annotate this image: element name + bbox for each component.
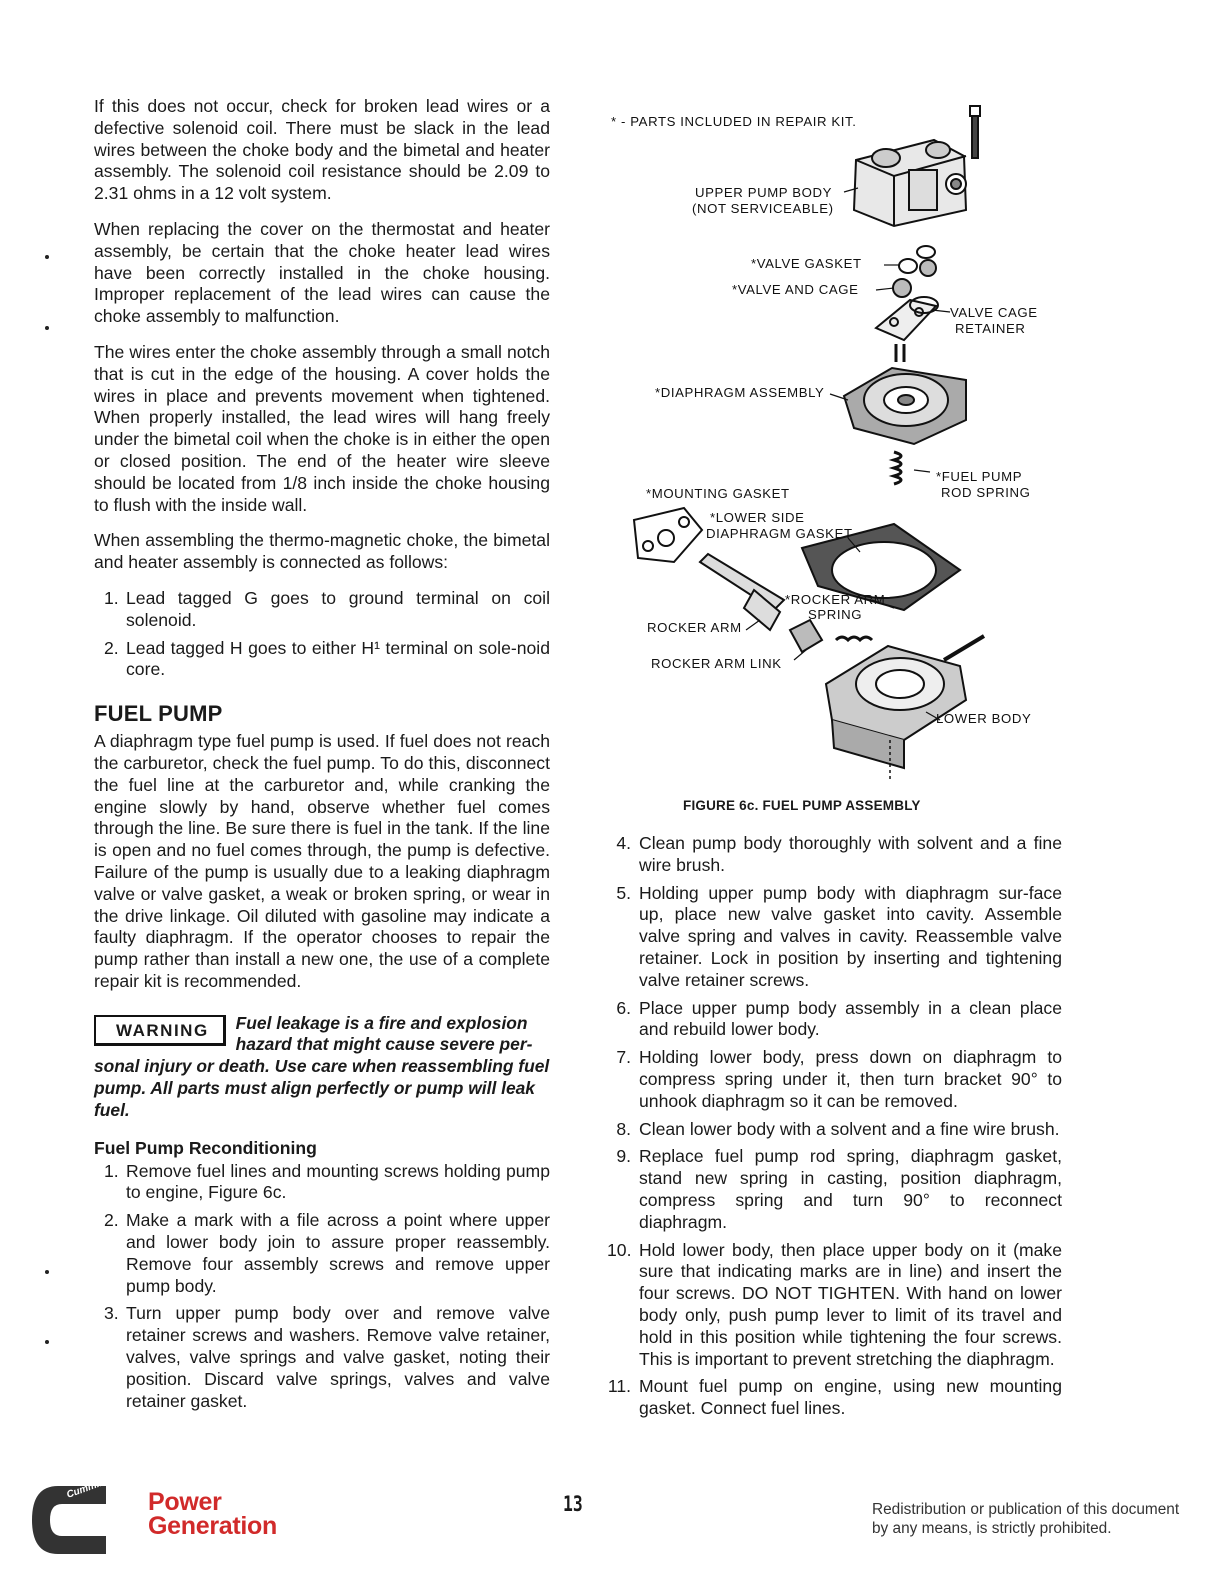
label-valve-cage-retainer: VALVE CAGE: [950, 305, 1038, 320]
label-rocker-arm-spring-2: SPRING: [808, 607, 863, 622]
reconditioning-steps-continued: [607, 833, 1062, 1420]
redistribution-notice: Redistribution or publication of this document by any means, is strictly prohibited.: [872, 1501, 1180, 1537]
mounting-gasket-illustration: [634, 508, 702, 562]
valve-illustration: [899, 259, 917, 273]
reconditioning-steps-list: [94, 1161, 550, 1413]
label-upper-pump-body: UPPER PUMP BODY: [695, 185, 832, 200]
label-lower-body: LOWER BODY: [936, 711, 1032, 726]
valve-gasket-illustration: [917, 246, 935, 258]
paragraph-cover-replacement: When replacing the cover on the thermostat and heater assembly, be certain that the choke heater lead wires have been correctly installed in the choke housing. Improper replacement of the lead wires can cause the choke assembly to malfunction.: [94, 218, 550, 327]
label-diaphragm-assembly: *DIAPHRAGM ASSEMBLY: [655, 385, 825, 400]
list-item: 9. Replace fuel pump rod spring, diaphragm gasket, stand new spring in casting, position diaphragm, compress spring and turn 90° to reconnect diaphragm.: [616, 1146, 1062, 1232]
valve-cage-retainer-illustration: [876, 297, 938, 340]
list-item: 1. Remove fuel lines and mounting screws holding pump to engine, Figure 6c.: [104, 1160, 550, 1203]
list-item: 1. Lead tagged G goes to ground terminal on coil solenoid.: [104, 587, 550, 630]
paragraph-wire-routing: The wires enter the choke assembly through a small notch that is cut in the edge of the housing. A cover holds the wires in place and prevents movement when tightened. When properly installed, the lead wires will hang freely under the bimetal coil when the choke is in either the open or closed position. The end of the heater wire sleeve should be located from 1/8 inch inside the choke housing to flush with the inside wall.: [94, 341, 550, 515]
list-item: 3. Turn upper pump body over and remove valve retainer screws and washers. Remove valve retainer, valves, valve springs and valve gasket, noting their position. Discard valve springs, valves and valve retainer gasket.: [104, 1303, 550, 1411]
rod-spring-illustration: [894, 452, 901, 484]
scan-mark: [45, 1270, 49, 1274]
logo-power: Power: [148, 1488, 222, 1516]
page-number: 13: [563, 1492, 583, 1516]
label-fuel-pump-rod-spring: *FUEL PUMP: [936, 469, 1023, 484]
warning-label: WARNING: [94, 1015, 226, 1046]
label-valve-cage-retainer-2: RETAINER: [955, 321, 1026, 336]
label-lower-side-gasket: *LOWER SIDE: [710, 510, 805, 525]
scan-mark: [45, 1340, 49, 1344]
cummins-c-mark-icon: [28, 1480, 118, 1560]
valve-and-cage-illustration: [893, 279, 911, 297]
warning-text: Fuel leakage is a fire and explosion hazard that might cause severe per-sonal injury or death. Use care when reassembling fuel pump. All parts must align perfectly or pump will leak fuel.: [94, 1012, 550, 1120]
figure-kit-note: * - PARTS INCLUDED IN REPAIR KIT.: [611, 114, 857, 129]
paragraph-choke-assembly: When assembling the thermo-magnetic choke, the bimetal and heater assembly is connected as follows:: [94, 530, 550, 573]
upper-pump-body-illustration: [854, 140, 966, 226]
pin-illustration: [944, 636, 984, 660]
choke-steps-list: [94, 588, 550, 681]
label-rocker-arm-spring: *ROCKER ARM: [785, 592, 886, 607]
logo-generation: Generation: [148, 1512, 277, 1540]
rocker-arm-link-illustration: [790, 620, 822, 652]
rocker-arm-illustration: [700, 554, 784, 630]
label-rocker-arm-link: ROCKER ARM LINK: [651, 656, 782, 671]
label-rocker-arm: ROCKER ARM: [647, 620, 742, 635]
subheading-reconditioning: Fuel Pump Reconditioning: [94, 1137, 317, 1158]
list-item: 8. Clean lower body with a solvent and a fine wire brush.: [616, 1118, 1060, 1139]
list-item: 5. Holding upper pump body with diaphragm sur-face up, place new valve gasket into cavity. Assemble valve spring and valves in cavity. Reassemble valve retainer. Lock in position by inserting and tightening valve retainer screws.: [616, 882, 1062, 990]
list-item: 2. Make a mark with a file across a point where upper and lower body join to assure proper reassembly. Remove four assembly screws and remove upper pump body.: [104, 1210, 550, 1296]
section-heading-fuel-pump: FUEL PUMP: [94, 701, 223, 727]
list-item: 6. Place upper pump body assembly in a clean place and rebuild lower body.: [616, 997, 1062, 1040]
list-item: 7. Holding lower body, press down on diaphragm to compress spring under it, then turn bracket 90° to unhook diaphragm so it can be removed.: [616, 1047, 1062, 1111]
label-fuel-pump-rod-spring-2: ROD SPRING: [941, 485, 1031, 500]
label-not-serviceable: (NOT SERVICEABLE): [692, 201, 834, 216]
paragraph-solenoid-check: If this does not occur, check for broken lead wires or a defective solenoid coil. There must be slack in the lead wires between the choke body and the bimetal and heater assembly. The solenoid coil resistance should be 2.09 to 2.31 ohms in a 12 volt system.: [94, 96, 550, 204]
list-item: 2. Lead tagged H goes to either H¹ terminal on sole-noid core.: [104, 637, 550, 680]
bolt-illustration: [970, 106, 980, 158]
list-item: 11. Mount fuel pump on engine, using new mounting gasket. Connect fuel lines.: [607, 1376, 1062, 1419]
list-item: 10. Hold lower body, then place upper body on it (make sure that indicating marks are in line) and insert the four screws. DO NOT TIGHTEN. With hand on lower body only, push pump lever to limit of its travel and hold in this position while tightening the four screws. This is important to prevent stretching the diaphragm.: [607, 1239, 1062, 1369]
warning-block: [94, 1013, 550, 1122]
svg-text:Cummins: Cummins: [65, 1480, 112, 1501]
diaphragm-illustration: [844, 368, 966, 444]
list-item: 4. Clean pump body thoroughly with solvent and a fine wire brush.: [616, 833, 1062, 875]
scan-mark: [45, 255, 49, 259]
cummins-power-generation-logo: [28, 1480, 288, 1560]
valve-cage-illustration: [920, 260, 936, 276]
retainer-screws-illustration: [896, 344, 904, 362]
label-valve-and-cage: *VALVE AND CAGE: [732, 282, 859, 297]
label-lower-side-gasket-2: DIAPHRAGM GASKET: [706, 526, 853, 541]
label-valve-gasket: *VALVE GASKET: [751, 256, 862, 271]
paragraph-fuel-pump: A diaphragm type fuel pump is used. If fuel does not reach the carburetor, check the fuel pump. To do this, disconnect the fuel line at the carburetor and, while cranking the engine slowly by hand, observe whether fuel comes through the line. Be sure there is fuel in the tank. If the line is open and no fuel comes through, the pump is defective. Failure of the pump is usually due to a leaking diaphragm valve or valve gasket, a weak or broken spring, or wear in the drive linkage. Oil diluted with gasoline may indicate a faulty diaphragm. If the operator chooses to repair the pump rather than install a new one, the use of a complete repair kit is recommended.: [94, 731, 550, 991]
rocker-arm-spring-illustration: [836, 637, 872, 640]
left-column: [94, 96, 550, 1426]
figure-caption: FIGURE 6c. FUEL PUMP ASSEMBLY: [683, 798, 921, 813]
label-mounting-gasket: *MOUNTING GASKET: [646, 486, 790, 501]
right-column: [607, 833, 1062, 1434]
scan-mark: [45, 326, 49, 330]
